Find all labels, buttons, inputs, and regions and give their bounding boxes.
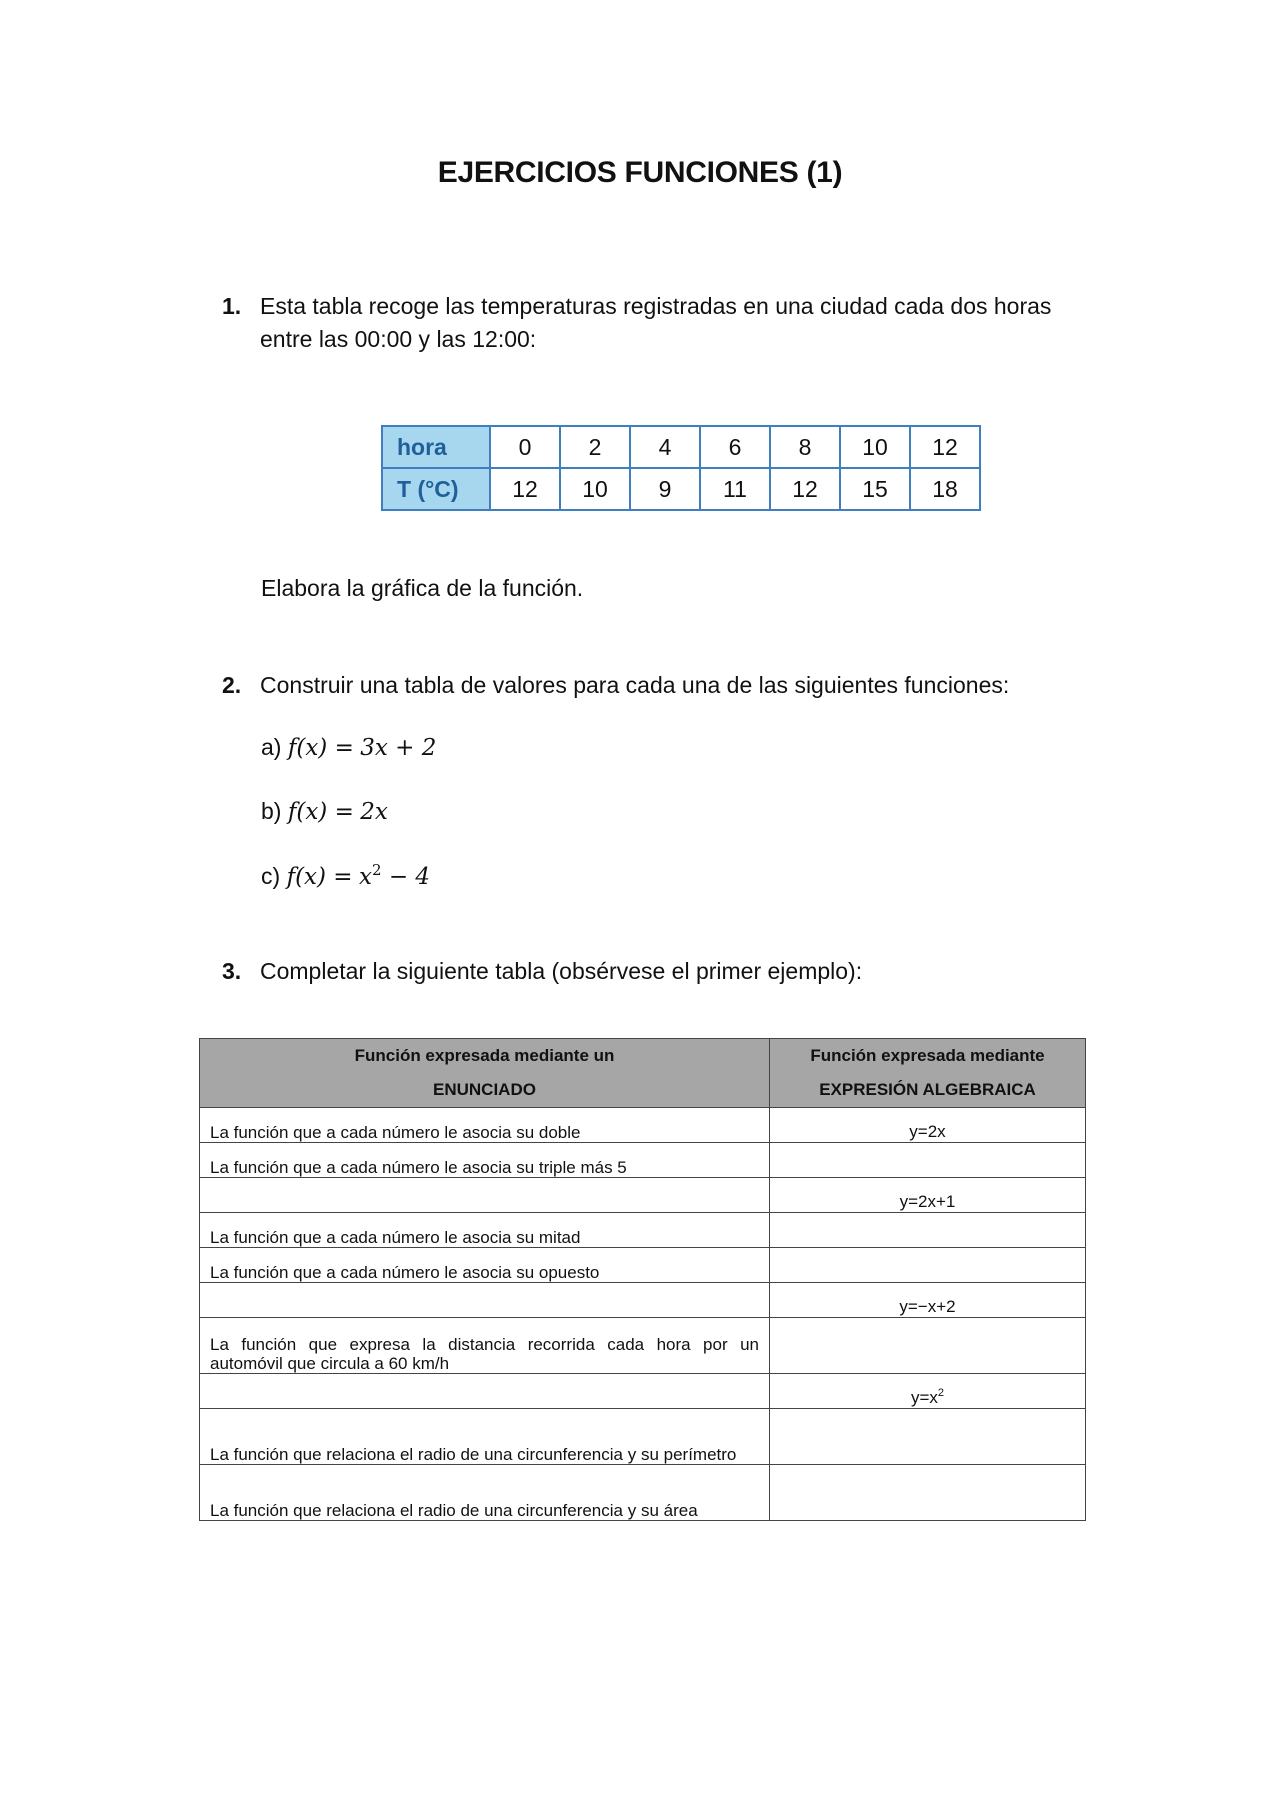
function-tail: − 4 [388,864,431,890]
header-line: EXPRESIÓN ALGEBRAICA [819,1080,1036,1099]
expresion-cell [770,1213,1086,1248]
item-label: a) [261,734,282,760]
function-lhs: f(x) = [287,799,354,825]
temp-cell: 15 [840,468,910,510]
function-exponent: 2 [371,861,382,879]
table-row [200,1213,1086,1248]
function-c [261,861,430,890]
enunciado-cell: La función que relaciona el radio de una circunferencia y su área [200,1465,770,1521]
table-row [382,468,980,510]
question-number: 1. [222,293,242,319]
table-row [200,1178,1086,1213]
enunciado-cell: La función que a cada número le asocia su mitad [200,1213,770,1248]
question-3 [222,955,1122,988]
table-row [200,1108,1086,1143]
question-number: 2. [222,672,242,698]
expresion-cell [770,1248,1086,1283]
expresion-cell [770,1465,1086,1521]
row-header-temperature: T (°C) [382,468,490,510]
expresion-cell [770,1409,1086,1465]
enunciado-cell [200,1374,770,1409]
question-number: 3. [222,958,242,984]
function-rhs [358,861,431,890]
row-header-hora: hora [382,426,490,468]
header-enunciado [200,1039,770,1108]
expresion-cell: y=−x+2 [770,1283,1086,1318]
table-row [200,1465,1086,1521]
question-text: Construir una tabla de valores para cada una de las siguientes funciones: [260,672,1010,698]
temperature-table [381,425,981,511]
function-lhs: f(x) = [287,735,354,761]
table-row [200,1283,1086,1318]
expresion-cell: y=2x [770,1108,1086,1143]
hour-cell: 0 [490,426,560,468]
table-row [200,1318,1086,1374]
header-line: ENUNCIADO [433,1080,536,1099]
item-label: b) [261,798,282,824]
temp-cell: 11 [700,468,770,510]
header-line: Función expresada mediante [810,1046,1045,1065]
temp-cell: 18 [910,468,980,510]
enunciado-cell: La función que relaciona el radio de una circunferencia y su perímetro [200,1409,770,1465]
enunciado-cell: La función que a cada número le asocia su doble [200,1108,770,1143]
question-2 [222,669,1122,702]
expresion-exponent: 2 [937,1387,945,1399]
enunciado-cell: La función que a cada número le asocia su opuesto [200,1248,770,1283]
expresion-cell: y=2x+1 [770,1178,1086,1213]
enunciado-cell: La función que a cada número le asocia su triple más 5 [200,1143,770,1178]
header-expresion [770,1039,1086,1108]
expresion-base: y=x [910,1388,938,1407]
temp-cell: 12 [490,468,560,510]
function-rhs: 3x + 2 [360,735,437,761]
hour-cell: 4 [630,426,700,468]
expresion-cell [770,1143,1086,1178]
header-line: Función expresada mediante un [354,1046,615,1065]
page-title: EJERCICIOS FUNCIONES (1) [437,156,843,189]
enunciado-cell [200,1178,770,1213]
function-base: x [358,864,372,890]
temp-cell: 9 [630,468,700,510]
function-a [261,734,436,761]
header-row [200,1039,1086,1108]
expresion-cell [770,1318,1086,1374]
functions-table [199,1038,1086,1521]
table-row [200,1248,1086,1283]
table-row [200,1409,1086,1465]
hour-cell: 10 [840,426,910,468]
enunciado-cell [200,1283,770,1318]
hour-cell: 12 [910,426,980,468]
temp-cell: 12 [770,468,840,510]
function-lhs: f(x) = [286,864,353,890]
table-row [200,1374,1086,1409]
question-text: Completar la siguiente tabla (obsérvese el primer ejemplo): [260,958,863,984]
hour-cell: 8 [770,426,840,468]
function-rhs: 2x [360,799,388,825]
temp-cell: 10 [560,468,630,510]
item-label: c) [261,863,281,889]
question-text: Esta tabla recoge las temperaturas registradas en una ciudad cada dos horas entre las 00:00 y las 12:00: [260,293,1052,352]
table-row [382,426,980,468]
question-1 [222,290,1102,356]
instruction-text: Elabora la gráfica de la función. [261,575,584,601]
hour-cell: 2 [560,426,630,468]
function-b [261,798,388,825]
expresion-cell [770,1374,1086,1409]
hour-cell: 6 [700,426,770,468]
table-row [200,1143,1086,1178]
enunciado-cell: La función que expresa la distancia recorrida cada hora por un automóvil que circula a 60 km/h [200,1318,770,1374]
